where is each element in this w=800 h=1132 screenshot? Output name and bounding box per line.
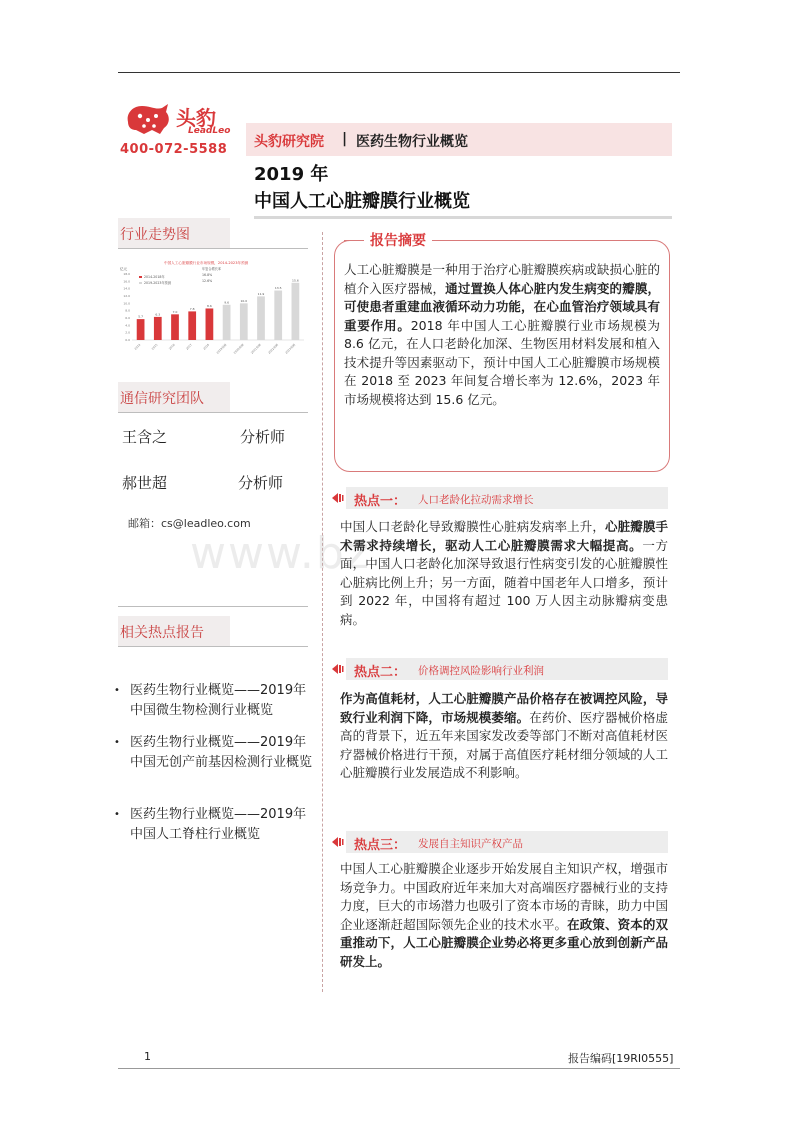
report-code: 报告编码[19RI0555] — [568, 1052, 674, 1065]
page-title: 中国人工心脏瓣膜行业概览 — [254, 191, 470, 212]
bullet-icon: • — [114, 809, 120, 820]
market-size-chart — [118, 256, 308, 356]
footer-rule — [118, 1068, 680, 1069]
hotspot-2-desc: 价格调控风险影响行业利润 — [418, 665, 544, 677]
data-label: 9.6 — [224, 300, 229, 305]
hotspot-2-band — [346, 658, 668, 680]
x-tick-label: 2022预测 — [267, 342, 279, 355]
y-tick-label: 16.0 — [123, 279, 130, 284]
y-tick-label: 10.0 — [123, 301, 130, 306]
x-tick-label: 2016 — [167, 342, 176, 351]
bar-2022预测 — [274, 291, 282, 341]
header-separator: | — [342, 131, 348, 147]
hotspot-marker-icon — [330, 835, 344, 849]
x-tick-label: 2020预测 — [232, 342, 245, 355]
bar-2021预测 — [257, 296, 265, 340]
summary-text: 人工心脏瓣膜是一种用于治疗心脏瓣膜疾病或缺损心脏的植介入医疗器械，通过置换人体心脏内发生病变的瓣膜，可使患者重建血液循环动力功能，在心血管治疗领域具有重要作用。2018 年中国人工心脏瓣膜行业市场规模为 8.6 亿元，在人口老龄化加深、生物医用材料发展和植入技术提升等因素驱动下，预计中国人工心脏瓣膜市场规模在 2018 至 2023 年间复合增长率为 12.6%，2023 年市场规模将达到 15.6 亿元。 — [344, 262, 660, 407]
related-heading: 相关热点报告 — [118, 616, 230, 646]
x-tick-label: 2014 — [133, 342, 142, 351]
y-tick-label: 12.0 — [123, 294, 130, 298]
x-tick-label: 2017 — [185, 342, 193, 351]
hotspot-1-label: 热点一： — [354, 494, 407, 509]
summary-title: 报告摘要 — [364, 230, 432, 250]
legend-forecast: 2019-2023年预测 — [144, 281, 171, 285]
watermark: www.bz — [190, 528, 371, 579]
title-rule — [254, 216, 672, 219]
y-tick-label: 4.0 — [125, 323, 130, 328]
member-name-1: 王含之 — [122, 428, 168, 446]
cagr-actual: 16.8% — [202, 273, 213, 277]
bar-2018 — [206, 308, 214, 340]
institute-name: 头豹研究院 — [254, 134, 324, 150]
x-tick-label: 2018 — [202, 342, 211, 351]
leopard-logo-icon — [122, 100, 174, 140]
hotspot-1-desc: 人口老龄化拉动需求增长 — [418, 494, 534, 506]
cagr-title: 年复合增长率 — [202, 267, 222, 271]
trend-heading: 行业走势图 — [118, 218, 230, 248]
data-label: 11.9 — [257, 291, 265, 296]
data-label: 15.6 — [292, 278, 299, 283]
member-role-2: 分析师 — [238, 474, 284, 492]
data-label: 6.3 — [155, 312, 161, 317]
column-divider — [322, 232, 323, 992]
x-tick-label: 2019预测 — [215, 342, 228, 355]
y-tick-label: 14.0 — [123, 286, 130, 291]
bullet-icon: • — [114, 685, 120, 696]
header-category: 医药生物行业概览 — [356, 134, 468, 150]
member-role-1: 分析师 — [240, 428, 286, 446]
bar-2019预测 — [223, 305, 231, 340]
hotspot-marker-icon — [330, 662, 344, 676]
contact-email[interactable]: 邮箱：cs@leadleo.com — [128, 517, 251, 530]
hotspot-2-label: 热点二： — [354, 665, 407, 680]
phone-number: 400-072-5588 — [120, 142, 228, 157]
trend-rule — [118, 248, 308, 249]
chart-title: 中国人工心脏瓣膜行业市场规模，2014-2023年预测 — [164, 261, 249, 265]
y-tick-label: 2.0 — [125, 330, 130, 335]
header-band — [246, 123, 672, 156]
top-rule — [118, 72, 680, 73]
hotspot-marker-icon — [330, 491, 344, 505]
page-title-year: 2019 年 — [254, 164, 329, 185]
hotspot-3-desc: 发展自主知识产权产品 — [418, 838, 523, 850]
legend-actual: 2014-2018年 — [144, 275, 165, 279]
bar-2017 — [188, 311, 196, 340]
bar-2016 — [171, 314, 179, 340]
legend-swatch-actual — [139, 276, 142, 278]
member-name-2: 郝世超 — [122, 474, 168, 492]
hotspot-1-band — [346, 487, 668, 509]
data-label: 13.5 — [274, 286, 282, 290]
bar-2023预测 — [292, 283, 300, 340]
related-report-3[interactable]: • 医药生物行业概览——2019年中国人工脊柱行业概览 — [114, 807, 307, 842]
bar-2014 — [137, 319, 145, 340]
data-label: 5.7 — [138, 314, 143, 319]
related-rule — [118, 646, 308, 647]
y-tick-label: 18.0 — [123, 272, 130, 276]
related-top-rule — [118, 606, 308, 607]
team-heading: 通信研究团队 — [118, 382, 230, 412]
hotspot-1-text: 中国人口老龄化导致瓣膜性心脏病发病率上升，心脏瓣膜手术需求持续增长，驱动人工心脏瓣膜需求大幅提高。一方面，中国人口老龄化加深导致退行性病变引发的心脏瓣膜性心脏病比例上升；另一方面，随着中国老年人口增多，预计到 2022 年，中国将有超过 100 万人因主动脉瓣病变患病。 — [340, 519, 668, 627]
hotspot-3-text: 中国人工心脏瓣膜企业逐步开始发展自主知识产权，增强市场竞争力。中国政府近年来加大对高端医疗器械行业的支持力度，巨大的市场潜力也吸引了资本市场的青睐，助力中国企业逐渐赶超国际领先企业的技术水平。在政策、资本的双重推动下，人工心脏瓣膜企业势必将更多重心放到创新产品研发上。 — [340, 861, 668, 969]
y-tick-label: 6.0 — [125, 316, 130, 320]
summary-box-accent — [344, 240, 358, 241]
hotspot-3-label: 热点三： — [354, 838, 407, 853]
bar-2020预测 — [240, 303, 248, 340]
data-label: 8.6 — [207, 303, 212, 308]
chart-ylabel: 亿元 — [120, 267, 128, 271]
logo-text: 头豹 — [176, 106, 216, 130]
legend-swatch-forecast — [139, 282, 142, 284]
related-report-1[interactable]: • 医药生物行业概览——2019年中国微生物检测行业概览 — [114, 683, 307, 718]
related-report-2[interactable]: • 医药生物行业概览——2019年中国无创产前基因检测行业概览 — [114, 735, 313, 770]
logo-subtext: LeadLeo — [188, 126, 231, 136]
bar-2015 — [154, 317, 162, 340]
page-number: 1 — [144, 1050, 151, 1063]
y-tick-label: 8.0 — [125, 308, 130, 313]
hotspot-2-text: 作为高值耗材，人工心脏瓣膜产品价格存在被调控风险，导致行业利润下降，市场规模萎缩。在药价、医疗器械价格虚高的背景下，近五年来国家发改委等部门不断对高值耗材医疗器械价格进行干预，对属于高值医疗耗材细分领域的人工心脏瓣膜行业发展造成不利影响。 — [340, 691, 668, 780]
bullet-icon: • — [114, 737, 120, 748]
x-tick-label: 2015 — [150, 342, 159, 351]
data-label: 7.0 — [172, 309, 178, 314]
hotspot-3-band — [346, 831, 668, 853]
data-label: 7.8 — [189, 306, 195, 311]
x-tick-label: 2023预测 — [284, 342, 297, 355]
team-rule — [118, 412, 308, 413]
cagr-forecast: 12.6% — [202, 279, 213, 283]
y-tick-label: 0.0 — [125, 338, 130, 342]
data-label: 10.0 — [240, 298, 248, 303]
x-tick-label: 2021预测 — [249, 342, 262, 355]
